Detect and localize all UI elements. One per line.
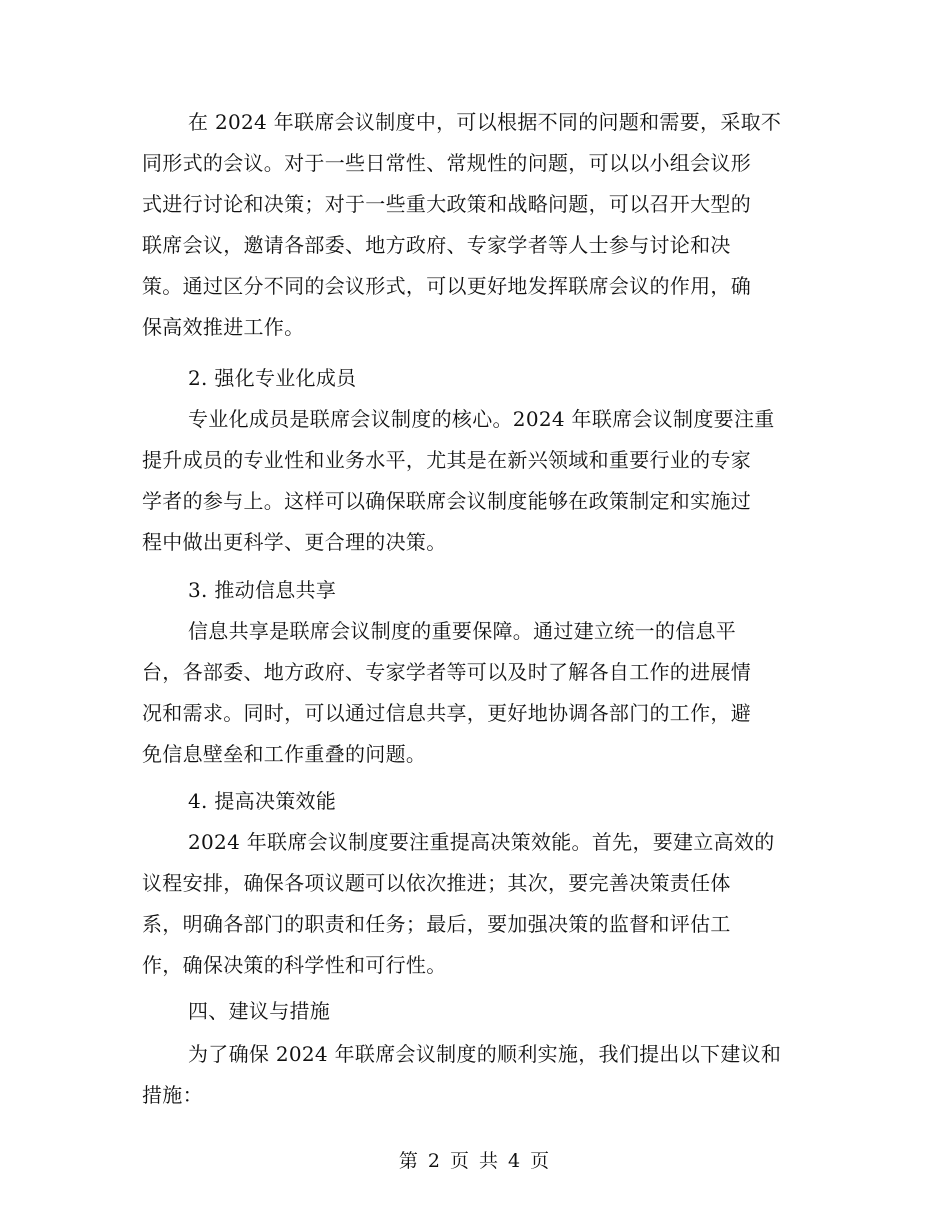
paragraph-line: 联席会议，邀请各部委、地方政府、专家学者等人士参与讨论和决 <box>142 233 731 257</box>
paragraph-line: 程中做出更科学、更合理的决策。 <box>142 530 447 554</box>
paragraph-line: 议程安排，确保各项议题可以依次推进；其次，要完善决策责任体 <box>142 871 731 895</box>
paragraph-line: 为了确保 2024 年联席会议制度的顺利实施，我们提出以下建议和 <box>188 1042 782 1066</box>
paragraph-line: 式进行讨论和决策；对于一些重大政策和战略问题，可以召开大型的 <box>142 192 751 216</box>
page-number-footer: 第 2 页 共 4 页 <box>398 1150 552 1172</box>
paragraph-line: 2024 年联席会议制度要注重提高决策效能。首先，要建立高效的 <box>188 830 775 854</box>
paragraph-line: 信息共享是联席会议制度的重要保障。通过建立统一的信息平 <box>188 619 737 643</box>
paragraph-line: 系，明确各部门的职责和任务；最后，要加强决策的监督和评估工 <box>142 912 731 936</box>
paragraph-line: 在 2024 年联席会议制度中，可以根据不同的问题和需要，采取不 <box>188 110 782 134</box>
paragraph-line: 况和需求。同时，可以通过信息共享，更好地协调各部门的工作，避 <box>142 701 751 725</box>
paragraph-line: 专业化成员是联席会议制度的核心。2024 年联席会议制度要注重 <box>188 407 775 431</box>
paragraph-line: 策。通过区分不同的会议形式，可以更好地发挥联席会议的作用，确 <box>142 274 751 298</box>
paragraph-line: 作，确保决策的科学性和可行性。 <box>142 953 447 977</box>
section-heading: 2. 强化专业化成员 <box>188 366 357 390</box>
paragraph-line: 学者的参与上。这样可以确保联席会议制度能够在政策制定和实施过 <box>142 489 751 513</box>
section-heading: 4. 提高决策效能 <box>188 789 337 813</box>
paragraph-line: 台，各部委、地方政府、专家学者等可以及时了解各自工作的进展情 <box>142 660 751 684</box>
section-heading: 3. 推动信息共享 <box>188 578 337 602</box>
paragraph-line: 免信息壁垒和工作重叠的问题。 <box>142 742 427 766</box>
section-heading: 四、建议与措施 <box>188 999 331 1023</box>
paragraph-line: 保高效推进工作。 <box>142 315 305 339</box>
paragraph-line: 提升成员的专业性和业务水平，尤其是在新兴领域和重要行业的专家 <box>142 448 751 472</box>
paragraph-line: 措施： <box>142 1083 203 1107</box>
paragraph-line: 同形式的会议。对于一些日常性、常规性的问题，可以以小组会议形 <box>142 151 751 175</box>
